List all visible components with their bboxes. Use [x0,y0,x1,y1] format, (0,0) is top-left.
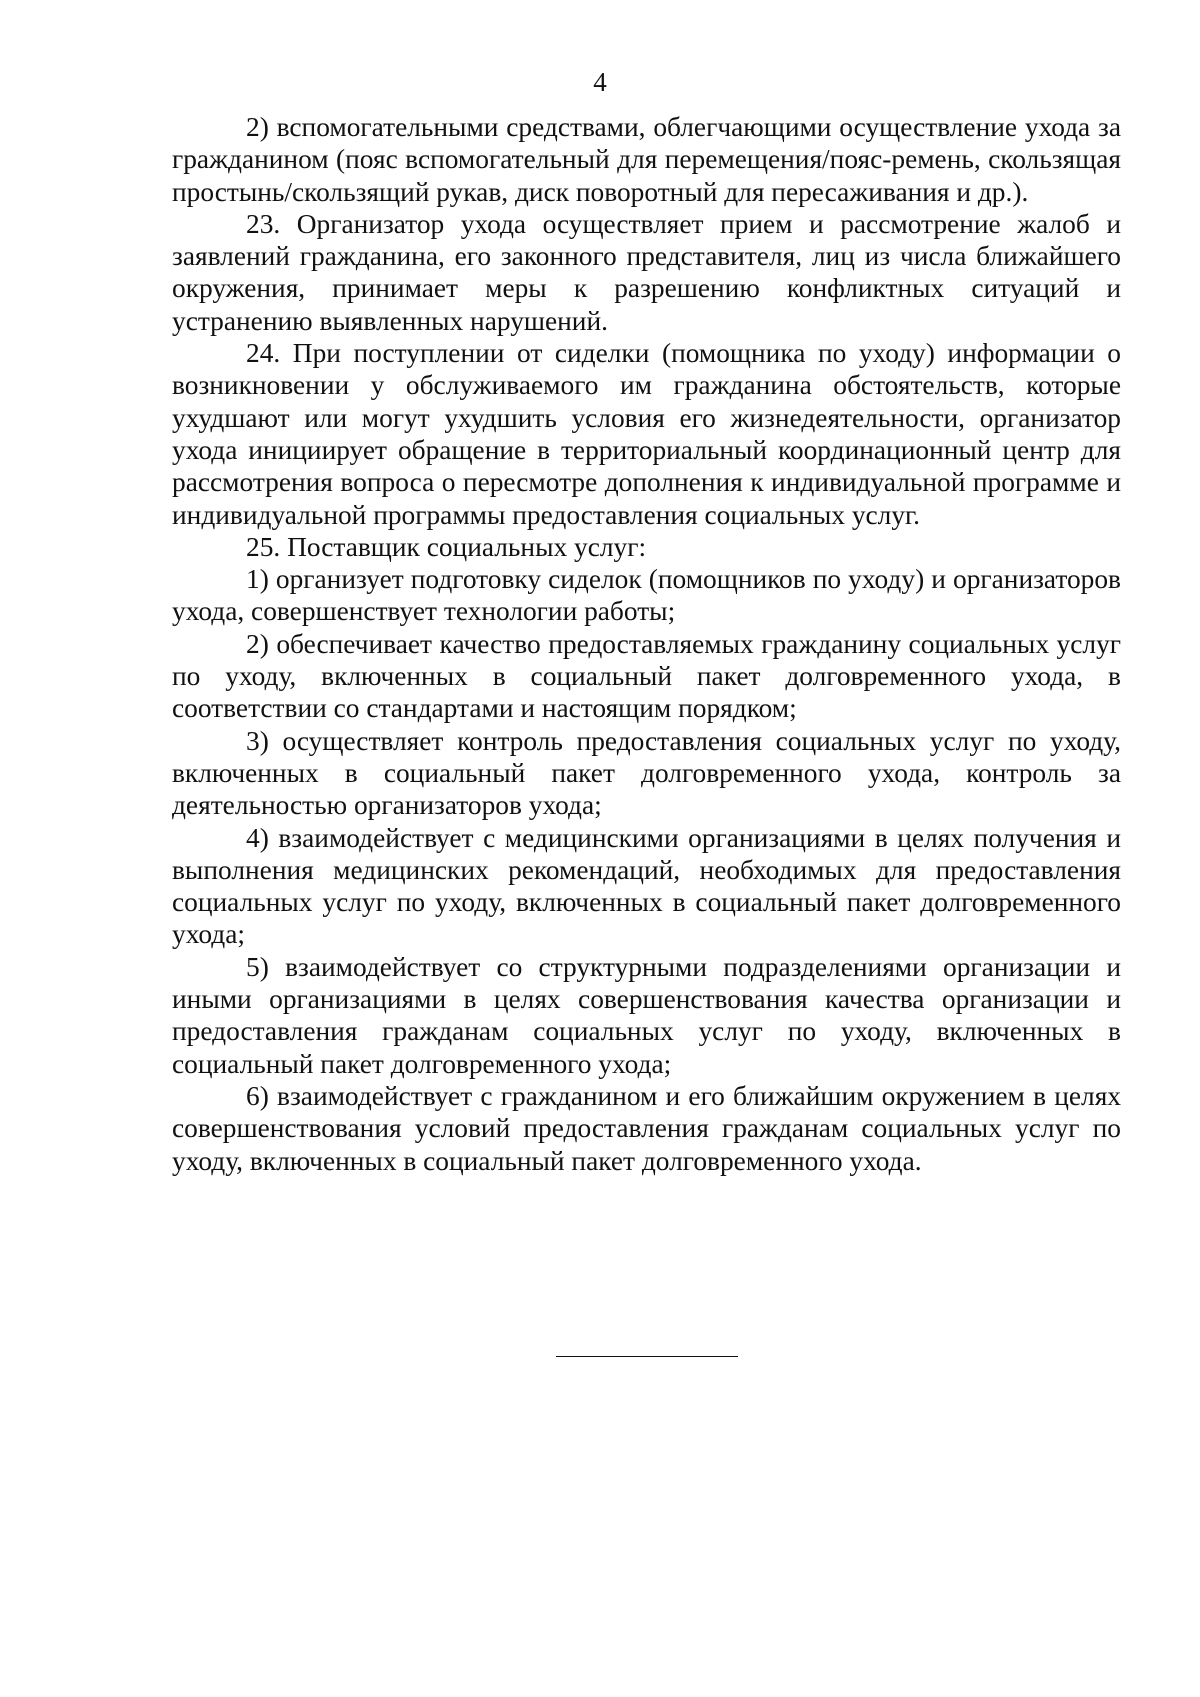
provider-duty-2: 2) обеспечивает качество предоставляемых гражданину социальных услуг по уходу, включенных в социальный пакет долговременного ухода, в соответствии со стандартами и настоящим порядком; [172,628,1121,724]
paragraph-23-complaints: 23. Организатор ухода осуществляет прием и рассмотрение жалоб и заявлений гражданина, его законного представителя, лиц из числа ближайшего окружения, принимает меры к разрешению конфликтных ситуаций и устранению выявленных нарушений. [172,208,1121,336]
paragraph-25-provider-heading: 25. Поставщик социальных услуг: [246,531,647,562]
provider-duty-1: 1) организует подготовку сиделок (помощников по уходу) и организаторов ухода, совершенствует технологии работы; [172,564,1121,627]
paragraph-24-caregiver-info: 24. При поступлении от сиделки (помощника по уходу) информации о возникновении у обслуживаемого им гражданина обстоятельств, которые ухудшают или могут ухудшить условия его жизнедеятельности, организатор ухода инициирует обращение в территориальный координационный центр для рассмотрения вопроса о пересмотре дополнения к индивидуальной программе и индивидуальной программы предоставления социальных услуг. [172,338,1121,530]
provider-duty-6: 6) взаимодействует с гражданином и его ближайшим окружением в целях совершенствования условий предоставления гражданам социальных услуг по уходу, включенных в социальный пакет долговременного ухода. [172,1080,1121,1176]
page-number: 4 [593,67,607,97]
end-of-document-rule [556,1356,738,1357]
provider-duty-4: 4) взаимодействует с медицинскими организациями в целях получения и выполнения медицинских рекомендаций, необходимых для предоставления социальных услуг по уходу, включенных в социальный пакет долговременного ухода; [172,822,1121,950]
provider-duty-3: 3) осуществляет контроль предоставления социальных услуг по уходу, включенных в социальный пакет долговременного ухода, контроль за деятельностью организаторов ухода; [172,725,1121,821]
document-body [172,111,1121,1177]
provider-duty-5: 5) взаимодействует со структурными подразделениями организации и иными организациями в целях совершенствования качества организации и предоставления гражданам социальных услуг по уходу, включенных в социальный пакет долговременного ухода; [172,951,1121,1079]
paragraph-item-2-aids: 2) вспомогательными средствами, облегчающими осуществление ухода за гражданином (пояс вспомогательный для перемещения/пояс-ремень, скользящая простынь/скользящий рукав, диск поворотный для пересаживания и др.). [172,112,1121,207]
